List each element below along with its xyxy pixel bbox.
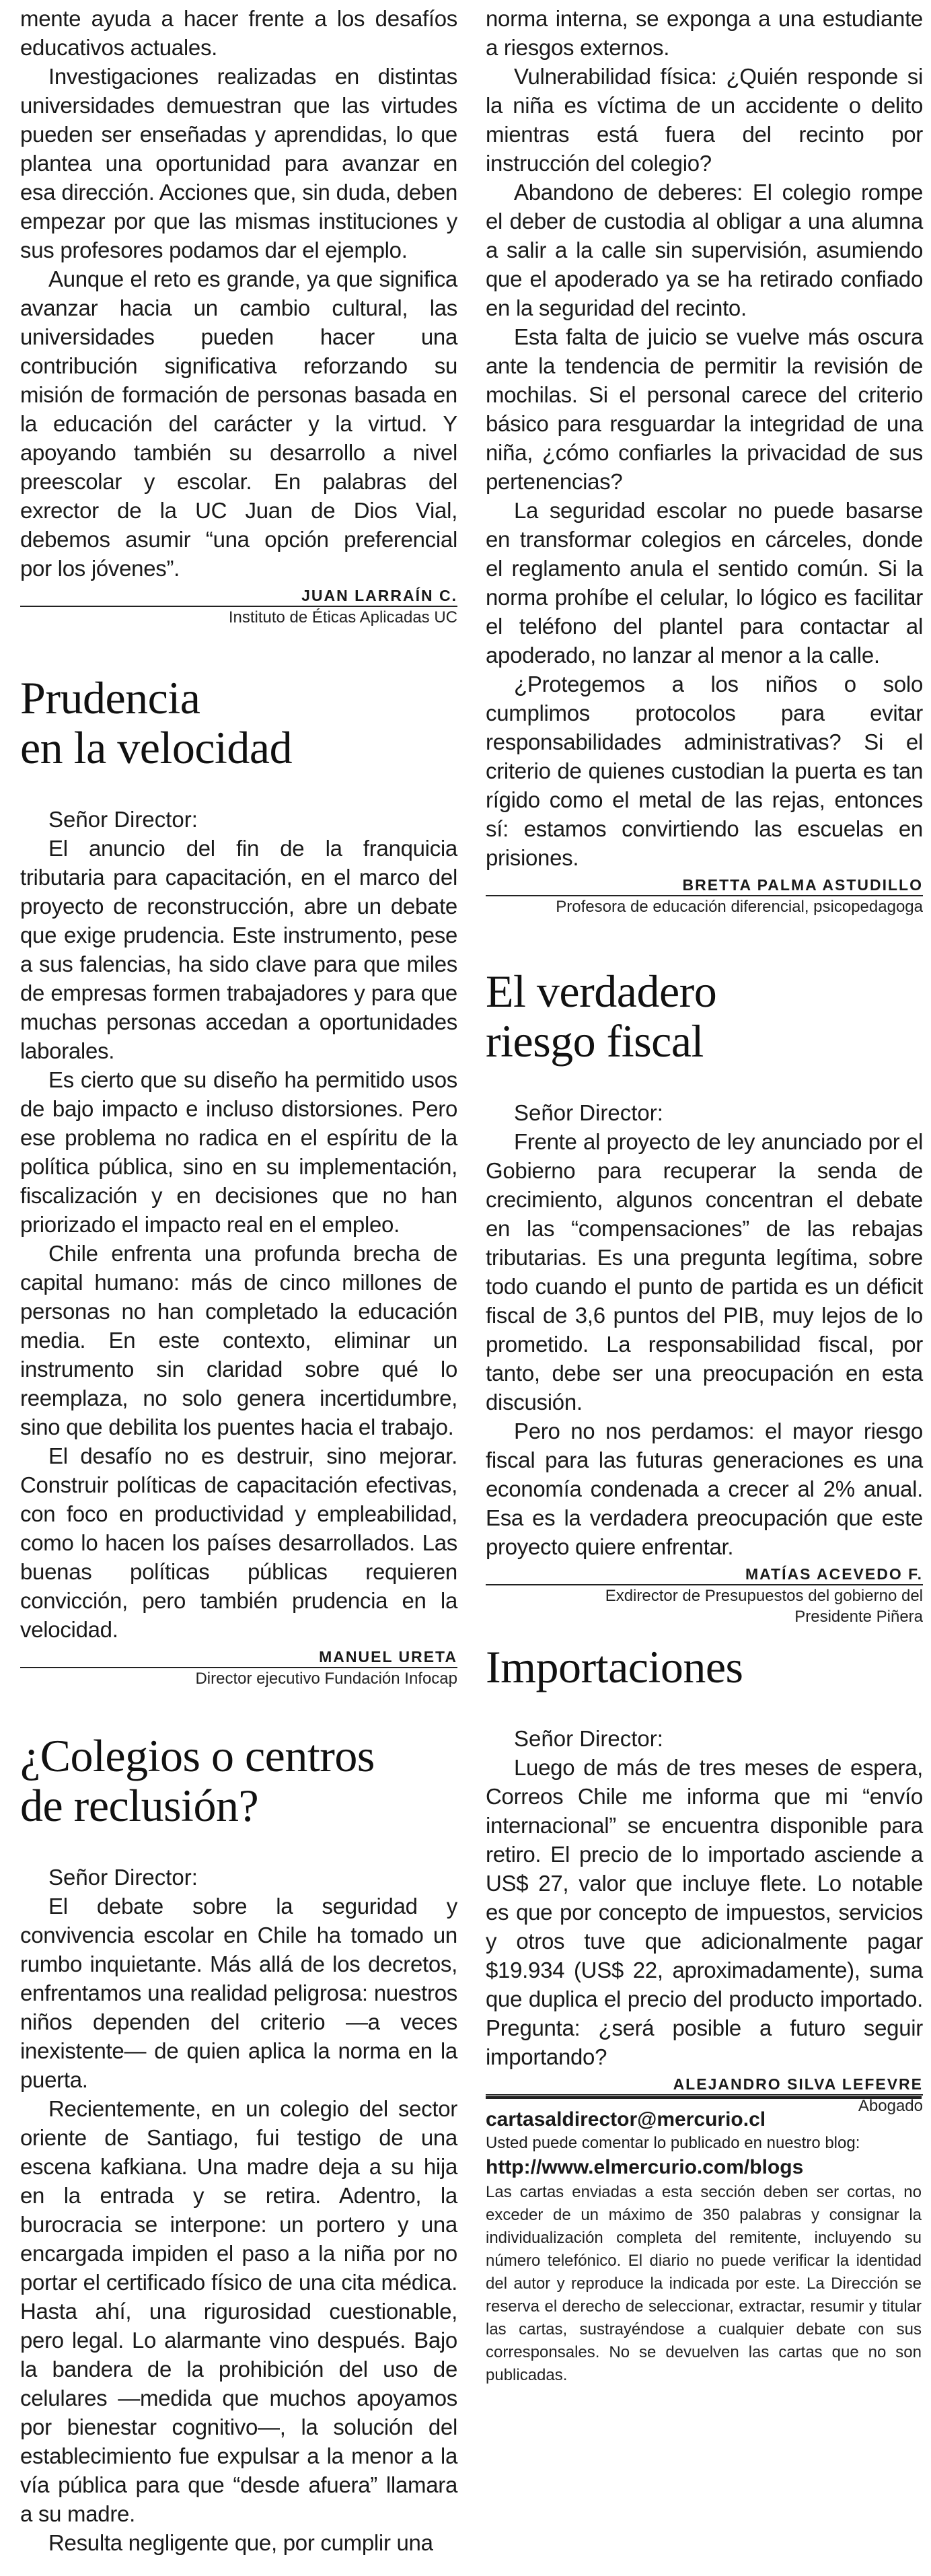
headline-line: riesgo fiscal [486, 1015, 704, 1067]
letters-submission-info [486, 2096, 922, 2387]
paragraph: Pero no nos perdamos: el mayor riesgo fiscal para las futuras generaciones es una economía condenada a crecer al 2% anual. Esa es la verdadera preocupación que este proyecto quiere enfrentar. [486, 1419, 923, 1559]
author-title: Profesora de educación diferencial, psicopedagoga [556, 898, 923, 916]
contact-email-link[interactable]: cartasaldirector@mercurio.cl [486, 2108, 766, 2131]
salutation: Señor Director: [514, 1100, 663, 1125]
letter-prudencia [20, 673, 457, 1689]
headline [486, 966, 923, 1066]
paragraph: Chile enfrenta una profunda brecha de capital humano: más de cinco millones de personas no han completado la educación media. En este contexto, eliminar un instrumento sin claridad sobre qué lo reemplaza, no solo genera incertidumbre, sino que debilita los puentes hacia el trabajo. [20, 1241, 457, 1439]
headline-line: de reclusión? [20, 1780, 259, 1831]
author-title: Director ejecutivo Fundación Infocap [195, 1670, 457, 1688]
paragraph: El debate sobre la seguridad y convivencia escolar en Chile ha tomado un rumbo inquietante. Más allá de los decretos, enfrentamos una realidad peligrosa: nuestros niños dependen del criterio —a veces inexistente— de quien aplica la norma en la puerta. [20, 1894, 457, 2092]
paragraph: Aunque el reto es grande, ya que significa avanzar hacia un cambio cultural, las universidades pueden hacer una contribución significativa reforzando su misión de formación de personas basada en la educación del carácter y la virtud. Y apoyando también su desarrollo a nivel preescolar y escolar. En palabras del exrector de la UC Juan de Dios Vial, debemos asumir “una opción preferencial por los jóvenes”. [20, 266, 457, 581]
salutation: Señor Director: [48, 807, 198, 832]
letter-intro-continued [20, 4, 457, 628]
paragraph: Recientemente, en un colegio del sector oriente de Santiago, fui testigo de una escena kafkiana. Una madre deja a su hija en la entrada y se retira. Adentro, la burocracia se interpone: un portero y una encargada impiden el paso a la niña por no portar el certificado físico de una cita médica. Hasta ahí, una rigurosidad cuestionable, pero legal. Lo alarmante vino después. Bajo la bandera de la prohibición del uso de celulares —medida que muchos apoyamos por bienestar cognitivo—, la solución del establecimiento fue expulsar a la menor a la vía pública para que “desde afuera” llamara a su madre. [20, 2096, 457, 2526]
author-title-line: Presidente Piñera [794, 1608, 923, 1626]
salutation: Señor Director: [514, 1726, 663, 1751]
salutation: Señor Director: [48, 1865, 198, 1890]
letter-riesgo-fiscal [486, 966, 923, 1627]
paragraph: Frente al proyecto de ley anunciado por el Gobierno para recuperar la senda de crecimiento, algunos concentran el debate en las “compensaciones” de las rebajas tributarias. Es una pregunta legítima, sobre todo cuando el punto de partida es un déficit fiscal de 3,6 puntos del PIB, muy lejos de lo prometido. La responsabilidad fiscal, por tanto, debe ser una preocupación en esta discusión. [486, 1129, 923, 1415]
author-name: JUAN LARRAÍN C. [20, 585, 457, 607]
paragraph: Luego de más de tres meses de espera, Correos Chile me informa que mi “envío internacional” se encuentra disponible para retiro. El precio de lo importado asciende a US$ 27, valor que incluye flete. Lo notable es que por concepto de impuestos, servicios y otros tuve que adicionalmente pagar $19.934 (US$ 22, aproximadamente), suma que duplica el precio del producto importado. Pregunta: ¿será posible a futuro seguir importando? [486, 1755, 923, 2069]
headline-line: El verdadero [486, 966, 717, 1017]
author-title: Abogado [858, 2097, 923, 2115]
author-name: MANUEL URETA [20, 1647, 457, 1668]
author-title [486, 1585, 923, 1627]
headline [20, 1731, 457, 1830]
author-title-line: Exdirector de Presupuestos del gobierno del [605, 1587, 923, 1605]
blog-intro-text: Usted puede comentar lo publicado en nuestro blog: [486, 2134, 860, 2152]
blog-url-link[interactable]: http://www.elmercurio.com/blogs [486, 2156, 804, 2178]
author-name: ALEJANDRO SILVA LEFEVRE [486, 2074, 923, 2096]
paragraph: La seguridad escolar no puede basarse en transformar colegios en cárceles, donde el reglamento anula el sentido común. Si la norma prohíbe el celular, lo lógico es facilitar el teléfono del plantel para contactar al apoderado, no lanzar al menor a la calle. [486, 498, 923, 668]
author-title: Instituto de Éticas Aplicadas UC [228, 608, 457, 627]
author-name: MATÍAS ACEVEDO F. [486, 1564, 923, 1585]
headline-line: Prudencia [20, 672, 200, 723]
paragraph: Esta falta de juicio se vuelve más oscura ante la tendencia de permitir la revisión de mochilas. Si el personal carece del criterio básico para resguardar la integridad de una niña, ¿cómo confiarles la privacidad de sus pertenencias? [486, 324, 923, 494]
paragraph: norma interna, se exponga a una estudiante a riesgos externos. [486, 6, 923, 60]
paragraph: Abandono de deberes: El colegio rompe el deber de custodia al obligar a una alumna a salir a la calle sin supervisión, asumiendo que el apoderado ya se ha retirado confiado en la seguridad del recinto. [486, 180, 923, 320]
paragraph: ¿Protegemos a los niños o solo cumplimos protocolos para evitar responsabilidades administrativas? Si el criterio de quienes custodian la puerta es tan rígido como el metal de las rejas, entonces sí: estamos convirtiendo las escuelas en prisiones. [486, 672, 923, 870]
paragraph: mente ayuda a hacer frente a los desafíos educativos actuales. [20, 6, 457, 60]
headline [20, 673, 457, 773]
letter-colegios [20, 1731, 457, 2557]
paragraph: Vulnerabilidad física: ¿Quién responde si la niña es víctima de un accidente o delito mientras está fuera del recinto por instrucción del colegio? [486, 64, 923, 176]
letter-colegios-continued [486, 4, 923, 917]
author-name: BRETTA PALMA ASTUDILLO [486, 875, 923, 896]
paragraph: Resulta negligente que, por cumplir una [48, 2530, 433, 2555]
headline-line: en la velocidad [20, 722, 293, 773]
headline: Importaciones [486, 1641, 743, 1692]
paragraph: Es cierto que su diseño ha permitido usos de bajo impacto e incluso distorsiones. Pero ese problema no radica en el espíritu de la política pública, sino en su implementación, fiscalización y en decisiones que no han priorizado el impacto real en el empleo. [20, 1067, 457, 1237]
letter-importaciones [486, 1642, 923, 2116]
submission-rules-text: Las cartas enviadas a esta sección deben ser cortas, no exceder de un máximo de 350 palabras y consignar la individualización completa del remitente, incluyendo su número telefónico. El diario no puede verificar la identidad del autor y reproduce la indicada por este. La Dirección se reserva el derecho de seleccionar, extractar, resumir y titular las cartas, sustrayéndose a cualquier debate con sus corresponsales. No se devuelven las cartas que no son publicadas. [486, 2183, 922, 2384]
paragraph: El anuncio del fin de la franquicia tributaria para capacitación, en el marco del proyecto de reconstrucción, abre un debate que exige prudencia. Este instrumento, pese a sus falencias, ha sido clave para que miles de empresas formen trabajadores y para que muchas personas accedan a oportunidades laborales. [20, 836, 457, 1063]
headline-line: ¿Colegios o centros [20, 1730, 375, 1781]
paragraph: El desafío no es destruir, sino mejorar. Construir políticas de capacitación efectivas, con foco en productividad y empleabilidad, como lo hacen los países desarrollados. Las buenas políticas públicas requieren convicción, pero también prudencia en la velocidad. [20, 1443, 457, 1642]
paragraph: Investigaciones realizadas en distintas universidades demuestran que las virtudes pueden ser enseñadas y aprendidas, lo que plantea una oportunidad para avanzar en esa dirección. Acciones que, sin duda, deben empezar por que las mismas instituciones y sus profesores podamos dar el ejemplo. [20, 64, 457, 262]
